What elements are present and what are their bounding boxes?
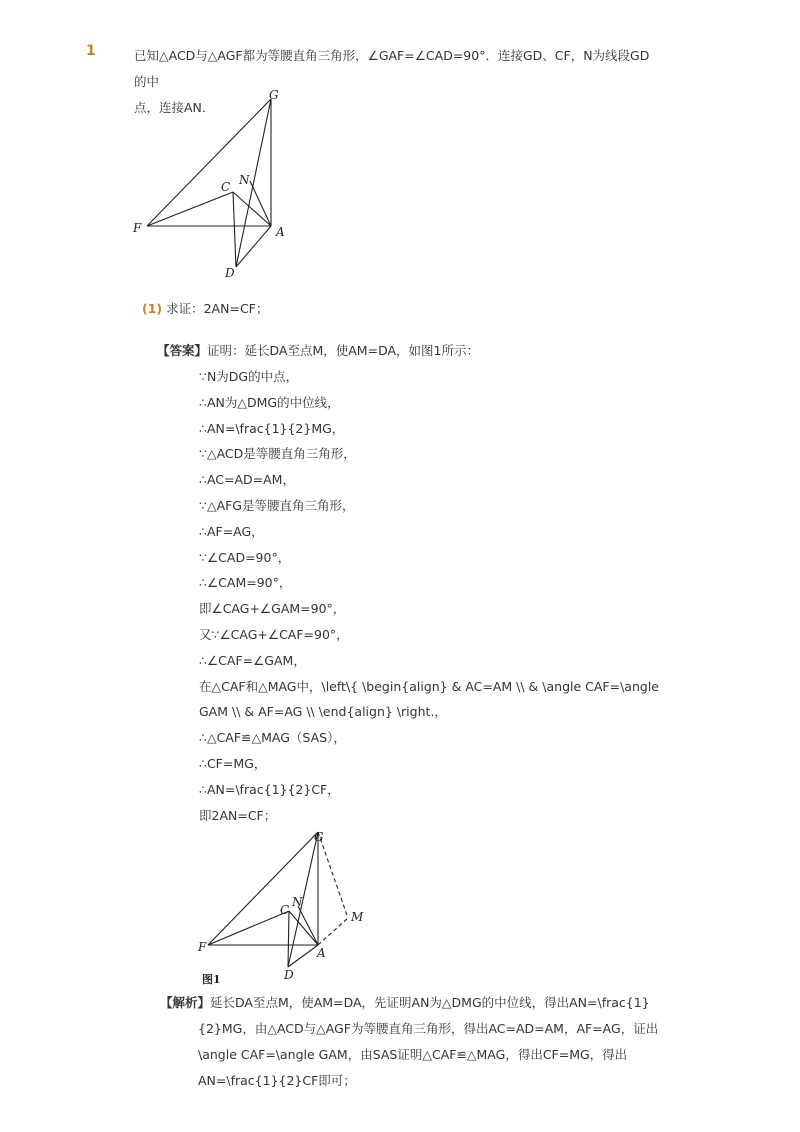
proof-step: 在△CAF和△MAG中，\left\{ \begin{align} & AC=AM \\ & \angle CAF=\angle (199, 678, 659, 694)
label-D: D (225, 266, 235, 280)
proof-step: ∴AF=AG， (199, 523, 264, 539)
geometry-figure-main (125, 85, 295, 285)
proof-step: 又∵∠CAG+∠CAF=90°， (199, 626, 349, 642)
proof-step: ∴∠CAM=90°， (199, 575, 292, 591)
label-M: M (351, 910, 364, 924)
label-N: N (292, 895, 303, 909)
segment-FC (147, 192, 233, 226)
proof-step: GAM \\ & AF=AG \\ \end{align} \right.， (199, 704, 447, 720)
proof-step: ∴AN为△DMG的中位线， (199, 394, 340, 410)
stem-line-2: 点，连接AN． (134, 100, 215, 115)
part-1-text: 求证：2AN=CF； (166, 301, 269, 316)
part-1 (142, 299, 268, 317)
proof-step: ∴AN=\frac{1}{2}CF， (199, 781, 340, 797)
proof-step: ∴CF=MG， (199, 755, 267, 771)
segment-NA (250, 181, 271, 226)
proof-step: 即∠CAG+∠GAM=90°， (199, 601, 346, 617)
label-F: F (198, 940, 207, 954)
segment-AM-dashed (318, 918, 348, 945)
analysis-tag: 【解析】 (160, 995, 211, 1010)
segment-DA (236, 226, 271, 267)
proof-step: ∴∠CAF=∠GAM， (199, 652, 306, 668)
analysis-line (160, 990, 650, 1016)
analysis-line-3: \angle CAF=\angle GAM，由SAS证明△CAF≌△MAG，得出CF=MG，得出 (198, 1047, 628, 1062)
label-G: G (269, 88, 279, 102)
figure-1-caption: 图1 (202, 973, 221, 986)
proof-step: ∵△AFG是等腰直角三角形， (199, 497, 355, 513)
proof-step: 即2AN=CF； (199, 807, 277, 823)
answer-intro: 证明：延长DA至点M，使AM=DA，如图1所示： (207, 343, 479, 358)
proof-step: ∵△ACD是等腰直角三角形， (199, 446, 356, 462)
answer-tag: 【答案】 (157, 343, 208, 358)
analysis (160, 990, 659, 1094)
segment-CD (288, 911, 289, 967)
geometry-figure-1 (190, 818, 380, 988)
proof-step: ∴AN=\frac{1}{2}MG， (199, 420, 345, 436)
label-G: G (314, 830, 324, 844)
label-D: D (284, 968, 294, 982)
analysis-line-4: AN=\frac{1}{2}CF即可； (198, 1073, 356, 1088)
segment-FG (208, 832, 318, 945)
part-1-number: (1) (142, 301, 163, 316)
segment-FC (208, 911, 289, 945)
segment-FG (147, 99, 271, 226)
segment-CA (233, 192, 271, 226)
proof-steps (199, 364, 659, 828)
stem-line-1: 已知△ACD与△AGF都为等腰直角三角形，∠GAF=∠CAD=90°．连接GD、CF，N为线段GD的中 (134, 48, 650, 89)
label-C: C (221, 180, 231, 194)
proof-step: ∵N为DG的中点， (199, 369, 299, 384)
label-A: A (317, 946, 326, 960)
label-N: N (239, 173, 250, 187)
label-C: C (280, 903, 290, 917)
proof-step: ∴AC=AD=AM， (199, 472, 295, 488)
proof-step: ∴△CAF≌△MAG（SAS）， (199, 730, 346, 746)
analysis-line-1: 延长DA至点M，使AM=DA，先证明AN为△DMG的中位线，得出AN=\frac{1} (210, 995, 650, 1010)
proof-step: ∵∠CAD=90°， (199, 549, 291, 565)
label-A: A (276, 225, 285, 239)
answer-header (157, 341, 479, 359)
analysis-line-2: {2}MG，由△ACD与△AGF为等腰直角三角形，得出AC=AD=AM，AF=AG，证出 (198, 1021, 659, 1036)
question-number: 1 (86, 43, 96, 59)
label-F: F (133, 221, 142, 235)
segment-GM-dashed (318, 832, 348, 918)
segment-CD (233, 192, 236, 267)
